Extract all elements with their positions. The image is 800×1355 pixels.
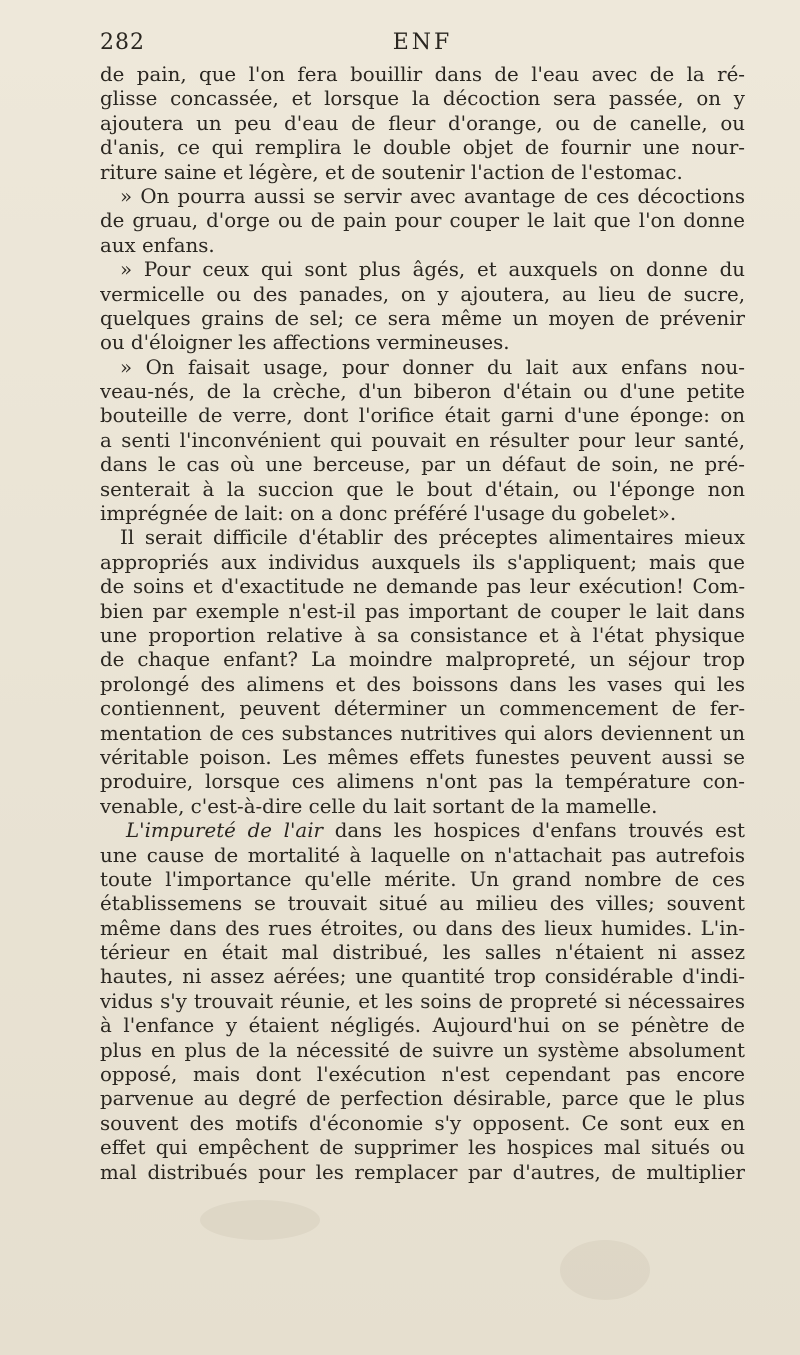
text-line: à l'enfance y étaient négligés. Aujourd'hui on se pénètre de: [100, 1014, 745, 1038]
text-line: dans le cas où une berceuse, par un défaut de soin, ne pré-: [100, 453, 745, 477]
text-line: de gruau, d'orge ou de pain pour couper le lait que l'on donne: [100, 209, 745, 233]
text-line: d'anis, ce qui remplira le double objet de fournir une nour-: [100, 136, 745, 160]
text-fragment: dans les hospices d'enfans trouvés est: [323, 819, 745, 843]
text-line: vidus s'y trouvait réunie, et les soins de propreté si nécessaires: [100, 989, 745, 1013]
text-line: mentation de ces substances nutritives qui alors deviennent un: [100, 721, 745, 745]
text-line: riture saine et légère, et de soutenir l'action de l'estomac.: [100, 160, 683, 184]
text-line: » On faisait usage, pour donner du lait aux enfans nou-: [120, 355, 745, 379]
running-head: ENF: [392, 30, 453, 55]
text-line: hautes, ni assez aérées; une quantité trop considérable d'indi-: [100, 965, 745, 989]
paragraph: [100, 819, 745, 1185]
text-line: toute l'importance qu'elle mérite. Un grand nombre de ces: [100, 867, 745, 891]
text-line: veau-nés, de la crèche, d'un biberon d'étain ou d'une petite: [100, 380, 745, 404]
text-line: senterait à la succion que le bout d'étain, ou l'éponge non: [100, 477, 745, 501]
paragraph: [100, 526, 745, 819]
text-line: une cause de mortalité à laquelle on n'attachait pas autrefois: [100, 843, 745, 867]
paper-stain: [560, 1240, 650, 1300]
text-line: de pain, que l'on fera bouillir dans de l'eau avec de la ré-: [100, 63, 745, 86]
page-number: 282: [100, 30, 145, 55]
text-line: Il serait difficile d'établir des préceptes alimentaires mieux: [120, 526, 745, 550]
text-line: même dans des rues étroites, ou dans des lieux humides. L'in-: [100, 916, 745, 940]
text-line: venable, c'est-à-dire celle du lait sortant de la mamelle.: [100, 794, 658, 818]
text-line: mal distribués pour les remplacer par d'autres, de multiplier: [100, 1160, 745, 1184]
text-line: ajoutera un peu d'eau de fleur d'orange, ou de canelle, ou: [100, 111, 745, 135]
text-line: vermicelle ou des panades, on y ajoutera, au lieu de sucre,: [100, 282, 745, 306]
text-line: bouteille de verre, dont l'orifice était garni d'une éponge: on: [100, 404, 745, 428]
text-line: opposé, mais dont l'exécution n'est cependant pas encore: [100, 1063, 745, 1087]
text-line-with-italic: [100, 819, 745, 843]
text-line: souvent des motifs d'économie s'y opposent. Ce sont eux en: [100, 1111, 745, 1135]
text-line: établissemens se trouvait situé au milieu des villes; souvent: [100, 892, 745, 916]
italic-phrase: L'impureté de l'air: [126, 819, 324, 843]
text-line: produire, lorsque ces alimens n'ont pas la température con-: [100, 770, 745, 794]
text-line: glisse concassée, et lorsque la décoction sera passée, on y: [100, 87, 745, 111]
text-line: parvenue au degré de perfection désirable, parce que le plus: [100, 1087, 745, 1111]
text-line: quelques grains de sel; ce sera même un moyen de prévenir: [100, 306, 745, 330]
text-line: térieur en était mal distribué, les salles n'étaient ni assez: [100, 941, 745, 965]
text-line: effet qui empêchent de supprimer les hospices mal situés ou: [100, 1136, 745, 1160]
text-line: a senti l'inconvénient qui pouvait en résulter pour leur santé,: [100, 428, 745, 452]
page-body: [100, 63, 745, 1185]
text-line: de soins et d'exactitude ne demande pas leur exécution! Com-: [100, 575, 745, 599]
paragraph: [100, 258, 745, 356]
text-line: » On pourra aussi se servir avec avantage de ces décoctions: [120, 184, 745, 208]
paragraph: [100, 356, 745, 527]
paragraph: [100, 63, 745, 185]
text-line: de chaque enfant? La moindre malpropreté, un séjour trop: [100, 648, 745, 672]
text-line: véritable poison. Les mêmes effets funestes peuvent aussi se: [100, 745, 745, 769]
text-line: bien par exemple n'est-il pas important de couper le lait dans: [100, 599, 745, 623]
text-line: une proportion relative à sa consistance et à l'état physique: [100, 623, 745, 647]
text-line: contiennent, peuvent déterminer un commencement de fer-: [100, 697, 745, 721]
text-line: prolongé des alimens et des boissons dans les vases qui les: [100, 672, 745, 696]
text-line: imprégnée de lait: on a donc préféré l'usage du gobelet».: [100, 502, 677, 526]
text-line: ou d'éloigner les affections vermineuses.: [100, 331, 510, 355]
paragraph: [100, 185, 745, 258]
text-line: plus en plus de la nécessité de suivre un système absolument: [100, 1038, 745, 1062]
page-header: [100, 30, 745, 64]
text-line: » Pour ceux qui sont plus âgés, et auxquels on donne du: [120, 258, 745, 282]
text-line: aux enfans.: [100, 233, 215, 257]
paper-stain: [200, 1200, 320, 1240]
text-line: appropriés aux individus auxquels ils s'appliquent; mais que: [100, 550, 745, 574]
